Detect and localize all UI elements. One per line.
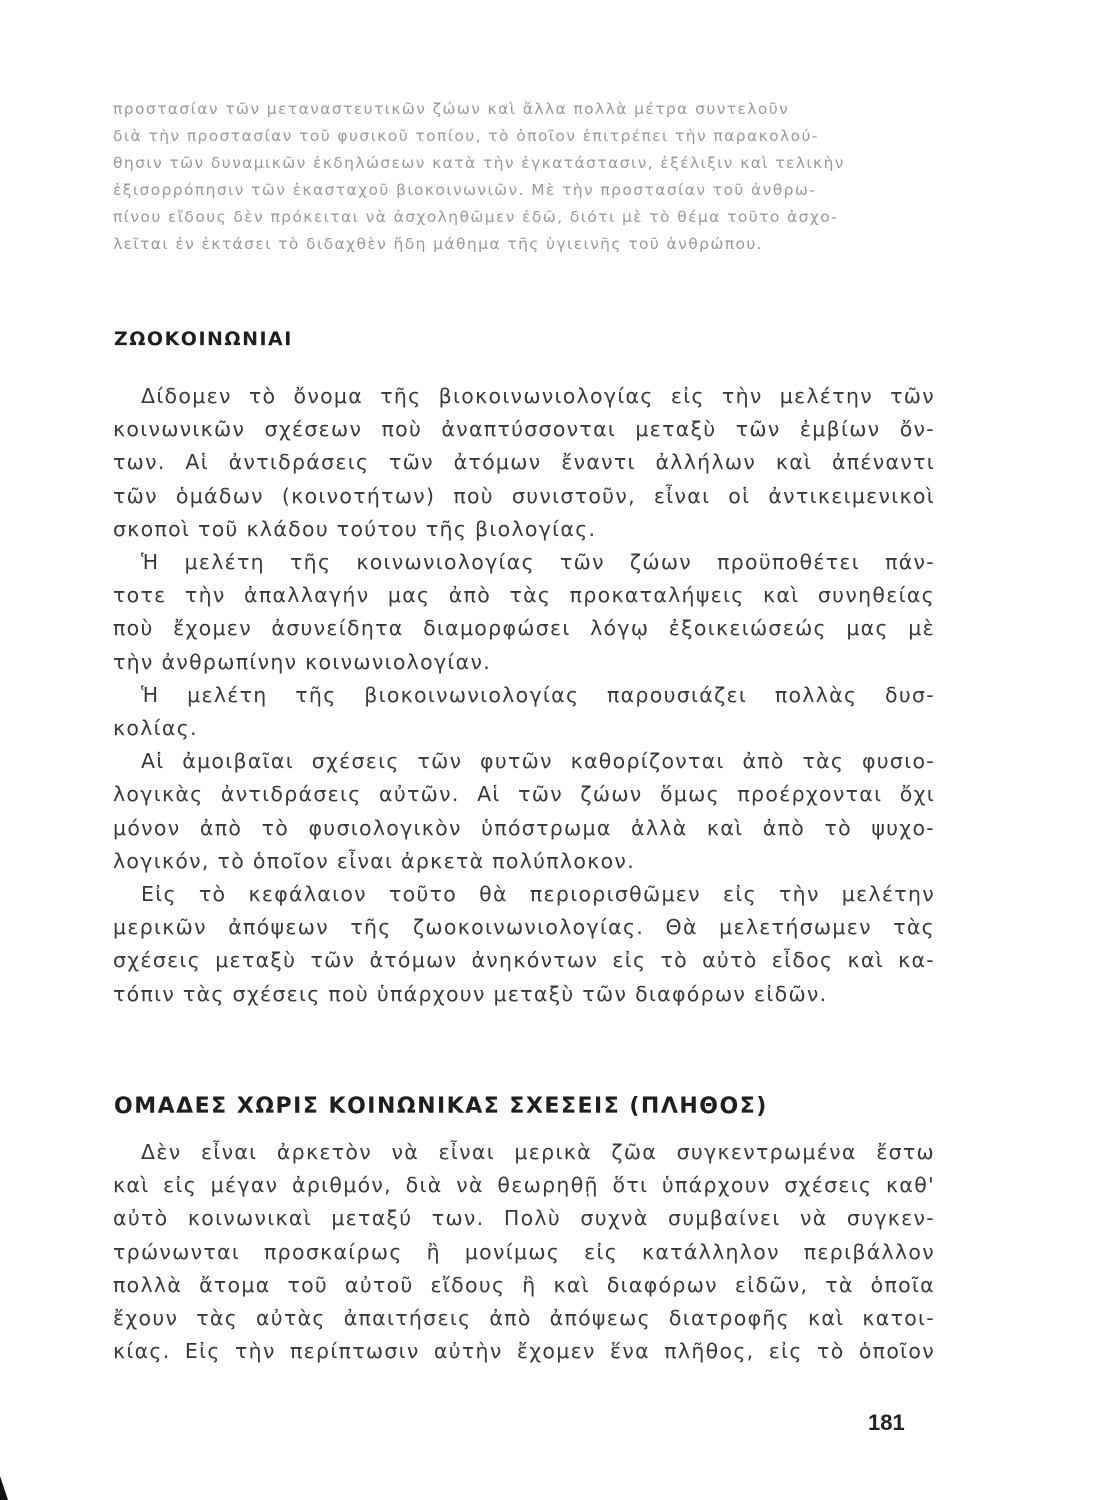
text-line: τρώνωνται προσκαίρως ἢ μονίμως εἰς κατάλληλον περιβάλλον [113, 1239, 935, 1264]
text-line: μόνον ἀπὸ τὸ φυσιολογικὸν ὑπόστρωμα ἀλλὰ καὶ ἀπὸ τὸ ψυχο- [113, 815, 935, 840]
text-line: τοτε τὴν ἀπαλλαγήν μας ἀπὸ τὰς προκαταλήψεις καὶ συνηθείας [113, 583, 935, 608]
text-line: πίνου εἴδους δὲν πρόκειται νὰ ἀσχοληθῶμεν ἐδῶ, διότι μὲ τὸ θέμα τοῦτο ἀσχο- [113, 208, 839, 226]
text-line: ἔχουν τὰς αὐτὰς ἀπαιτήσεις ἀπὸ ἀπόψεως διατροφῆς καὶ κατοι- [113, 1306, 935, 1331]
text-line: τὴν ἀνθρωπίνην κοινωνιολογίαν. [113, 649, 492, 674]
text-line: πολλὰ ἄτομα τοῦ αὐτοῦ εἴδους ἢ καὶ διαφόρων εἰδῶν, τὰ ὁποῖα [113, 1272, 935, 1297]
text-line: ἐξισορρόπησιν τῶν ἑκασταχοῦ βιοκοινωνιῶν. Μὲ τὴν προστασίαν τοῦ ἀνθρω- [113, 181, 817, 199]
text-line: κολίας. [113, 716, 198, 741]
text-line: κίας. Εἰς τὴν περίπτωσιν αὐτὴν ἔχομεν ἕνα πλῆθος, εἰς τὸ ὁποῖον [113, 1339, 935, 1364]
text-line: των. Αἱ ἀντιδράσεις τῶν ἀτόμων ἔναντι ἀλλήλων καὶ ἀπέναντι [113, 450, 935, 475]
text-line: Ἡ μελέτη τῆς κοινωνιολογίας τῶν ζώων προϋποθέτει πάν- [141, 550, 935, 575]
text-line: λογικόν, τὸ ὁποῖον εἶναι ἀρκετὰ πολύπλοκον. [113, 848, 636, 873]
section-heading-zookoinoniai: ΖΩΟΚΟΙΝΩΝΙΑΙ [114, 328, 293, 350]
section-heading-plithos: ΟΜΑΔΕΣ ΧΩΡΙΣ ΚΟΙΝΩΝΙΚΑΣ ΣΧΕΣΕΙΣ (ΠΛΗΘΟΣ) [114, 1094, 768, 1119]
text-line: σκοποὶ τοῦ κλάδου τούτου τῆς βιολογίας. [113, 516, 597, 541]
scan-edge-mark [0, 1476, 8, 1500]
text-line: Εἰς τὸ κεφάλαιον τοῦτο θὰ περιορισθῶμεν εἰς τὴν μελέτην [141, 882, 935, 907]
text-line: καὶ εἰς μέγαν ἀριθμόν, διὰ νὰ θεωρηθῇ ὅτι ὑπάρχουν σχέσεις καθ' [113, 1173, 935, 1198]
text-line: σχέσεις μεταξὺ τῶν ἀτόμων ἀνηκόντων εἰς τὸ αὐτὸ εἶδος καὶ κα- [113, 948, 935, 973]
text-line: κοινωνικῶν σχέσεων ποὺ ἀναπτύσσονται μεταξὺ τῶν ἐμβίων ὄν- [113, 417, 935, 442]
text-line: τόπιν τὰς σχέσεις ποὺ ὑπάρχουν μεταξὺ τῶν διαφόρων εἰδῶν. [113, 981, 828, 1006]
text-line: ποὺ ἔχομεν ἀσυνείδητα διαμορφώσει λόγῳ ἐξοικειώσεώς μας μὲ [113, 616, 935, 641]
text-line: προστασίαν τῶν μεταναστευτικῶν ζώων καὶ ἄλλα πολλὰ μέτρα συντελοῦν [113, 100, 790, 118]
text-line: Ἡ μελέτη τῆς βιοκοινωνιολογίας παρουσιάζει πολλὰς δυσ- [141, 682, 935, 707]
text-line: λεῖται ἐν ἐκτάσει τὸ διδαχθὲν ἤδη μάθημα τῆς ὑγιεινῆς τοῦ ἀνθρώπου. [113, 235, 764, 253]
text-line: μερικῶν ἀπόψεων τῆς ζωοκοινωνιολογίας. Θὰ μελετήσωμεν τὰς [113, 915, 935, 940]
text-line: τῶν ὁμάδων (κοινοτήτων) ποὺ συνιστοῦν, εἶναι οἱ ἀντικειμενικοὶ [113, 483, 935, 508]
text-line: αὐτὸ κοινωνικαὶ μεταξύ των. Πολὺ συχνὰ συμβαίνει νὰ συγκεν- [113, 1206, 935, 1231]
section-body-zookoinoniai [113, 380, 935, 1011]
text-line: θησιν τῶν δυναμικῶν ἐκδηλώσεων κατὰ τὴν ἐγκατάστασιν, ἐξέλιξιν καὶ τελικὴν [113, 154, 845, 172]
text-line: Δὲν εἶναι ἀρκετὸν νὰ εἶναι μερικὰ ζῶα συγκεντρωμένα ἔστω [141, 1140, 935, 1164]
text-line: διὰ τὴν προστασίαν τοῦ φυσικοῦ τοπίου, τὸ ὁποῖον ἐπιτρέπει τὴν παρακολού- [113, 127, 819, 145]
section-body-plithos [113, 1136, 935, 1368]
text-line: Δίδομεν τὸ ὄνομα τῆς βιοκοινωνιολογίας εἰς τὴν μελέτην τῶν [141, 384, 935, 408]
text-line: λογικὰς ἀντιδράσεις αὐτῶν. Αἱ τῶν ζώων ὅμως προέρχονται ὄχι [113, 782, 935, 807]
page-number: 181 [868, 1410, 905, 1435]
intro-paragraph [113, 96, 946, 258]
text-line: Αἱ ἀμοιβαῖαι σχέσεις τῶν φυτῶν καθορίζονται ἀπὸ τὰς φυσιο- [141, 749, 935, 774]
